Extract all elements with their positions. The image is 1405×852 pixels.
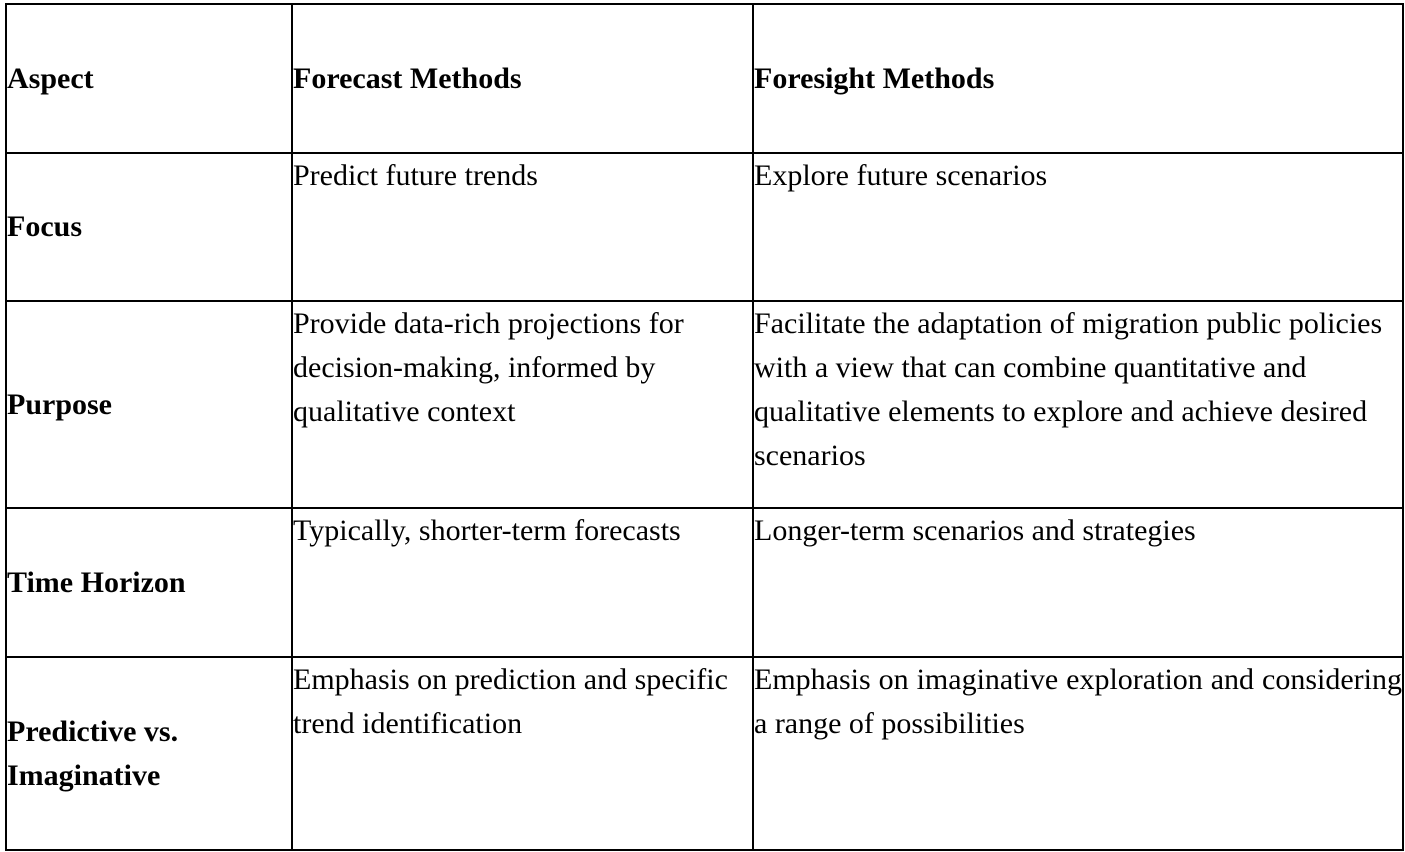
table-row (6, 301, 1403, 508)
foresight-cell: Longer-term scenarios and strategies (753, 508, 1403, 657)
column-header-foresight-methods: Foresight Methods (753, 4, 1403, 153)
foresight-cell: Emphasis on imaginative exploration and considering a range of possibilities (753, 657, 1403, 850)
forecast-cell: Emphasis on prediction and specific trend identification (292, 657, 753, 850)
table-row (6, 508, 1403, 657)
foresight-cell: Explore future scenarios (753, 153, 1403, 301)
table-header-row (6, 4, 1403, 153)
row-aspect-cell: Purpose (6, 301, 292, 508)
forecast-cell: Provide data-rich projections for decision-making, informed by qualitative context (292, 301, 753, 508)
row-aspect-cell: Focus (6, 153, 292, 301)
forecast-cell: Typically, shorter-term forecasts (292, 508, 753, 657)
column-header-forecast-methods: Forecast Methods (292, 4, 753, 153)
row-aspect-cell: Time Horizon (6, 508, 292, 657)
row-aspect-cell: Predictive vs. Imaginative (6, 657, 292, 850)
comparison-table (5, 3, 1404, 851)
foresight-cell: Facilitate the adaptation of migration public policies with a view that can combine quantitative and qualitative elements to explore and achieve desired scenarios (753, 301, 1403, 508)
table-row (6, 153, 1403, 301)
forecast-cell: Predict future trends (292, 153, 753, 301)
column-header-aspect: Aspect (6, 4, 292, 153)
table-row (6, 657, 1403, 850)
